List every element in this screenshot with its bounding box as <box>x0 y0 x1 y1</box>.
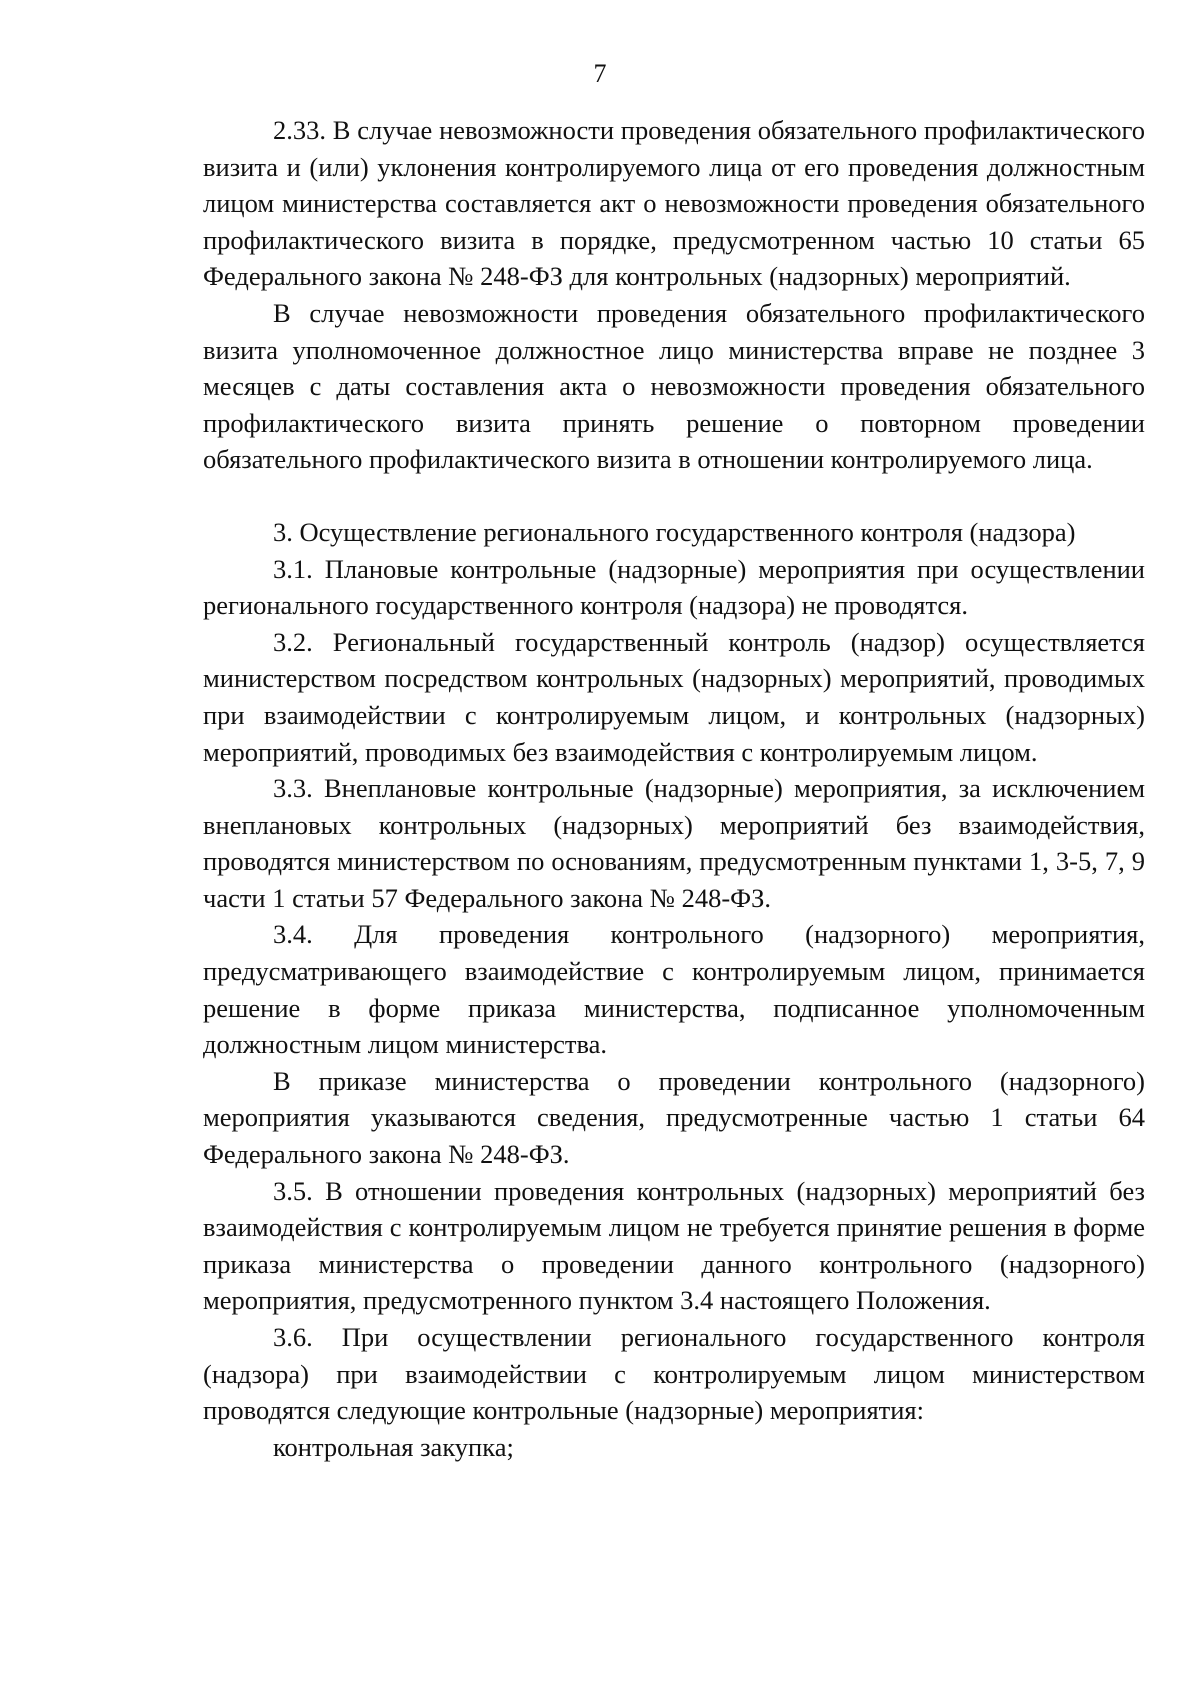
paragraph-3-1: 3.1. Плановые контрольные (надзорные) мероприятия при осуществлении регионального государственного контроля (надзора) не проводятся. <box>203 553 1145 621</box>
list-item-control-purchase: контрольная закупка; <box>273 1431 514 1462</box>
document-body <box>203 112 1145 1465</box>
paragraph-3-6: 3.6. При осуществлении регионального государственного контроля (надзора) при взаимодействии с контролируемым лицом министерством проводятся следующие контрольные (надзорные) мероприятия: <box>203 1322 1145 1426</box>
paragraph-3-5: 3.5. В отношении проведения контрольных (надзорных) мероприятий без взаимодействия с контролируемым лицом не требуется принятие решения в форме приказа министерства о проведении данного контрольного (надзорного) мероприятия, предусмотренного пунктом 3.4 настоящего Положения. <box>203 1175 1145 1316</box>
paragraph-repeat-visit: В случае невозможности проведения обязательного профилактического визита уполномоченное должностное лицо министерства вправе не позднее 3 месяцев с даты составления акта о невозможности проведения обязательного профилактического визита принять решение о повторном проведении обязательного профилактического визита в отношении контролируемого лица. <box>203 297 1145 475</box>
paragraph-3-3: 3.3. Внеплановые контрольные (надзорные) мероприятия, за исключением внеплановых контрольных (надзорных) мероприятий без взаимодействия, проводятся министерством по основаниям, предусмотренным пунктами 1, 3-5, 7, 9 части 1 статьи 57 Федерального закона № 248-ФЗ. <box>203 773 1145 913</box>
page-number: 7 <box>593 59 607 88</box>
paragraph-2-33: 2.33. В случае невозможности проведения обязательного профилактического визита и (или) уклонения контролируемого лица от его проведения должностным лицом министерства составляется акт о невозможности проведения обязательного профилактического визита в порядке, предусмотренном частью 10 статьи 65 Федерального закона № 248-ФЗ для контрольных (надзорных) мероприятий. <box>203 115 1145 292</box>
paragraph-order-details: В приказе министерства о проведении контрольного (надзорного) мероприятия указываются сведения, предусмотренные частью 1 статьи 64 Федерального закона № 248-ФЗ. <box>203 1065 1145 1170</box>
paragraph-3-4: 3.4. Для проведения контрольного (надзорного) мероприятия, предусматривающего взаимодействие с контролируемым лицом, принимается решение в форме приказа министерства, подписанное уполномоченным должностным лицом министерства. <box>203 919 1145 1060</box>
paragraph-3-2: 3.2. Региональный государственный контроль (надзор) осуществляется министерством посредством контрольных (надзорных) мероприятий, проводимых при взаимодействии с контролируемым лицом, и контрольных (надзорных) мероприятий, проводимых без взаимодействия с контролируемым лицом. <box>203 626 1145 767</box>
section-heading-3: 3. Осуществление регионального государственного контроля (надзора) <box>273 516 1076 547</box>
